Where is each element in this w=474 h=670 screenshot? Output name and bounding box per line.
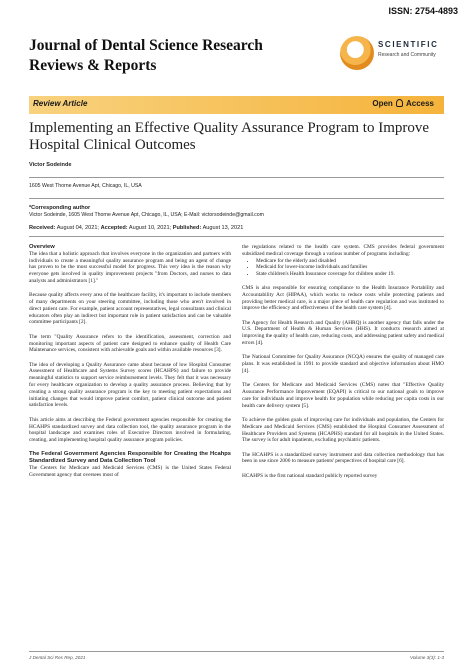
corresponding-author-heading: *Corresponding author (29, 205, 91, 211)
paragraph: the regulations related to the health care system. CMS provides federal government subsidized medical coverage through a various number of programs including: (242, 244, 444, 257)
author-affiliation: 1605 West Thorne Avenue Apt, Chicago, IL, USA (29, 183, 142, 189)
article-dates (29, 225, 243, 231)
paragraph: HCAHPS is the first national standard publicly reported survey (242, 472, 378, 479)
journal-title (29, 36, 329, 76)
paragraph: The HCAHPS is a standardized survey instrument and data collection methodology that has been in use since 2006 to measure patients' perspectives of hospital care [6]. (242, 451, 444, 465)
divider (29, 177, 444, 178)
publisher-logo (340, 36, 460, 76)
left-column (29, 244, 231, 486)
footer-divider (29, 651, 444, 652)
overview-heading: Overview (29, 244, 55, 250)
accepted-label: Accepted: (100, 225, 128, 231)
open-access-badge (372, 99, 434, 108)
article-title: Implementing an Effective Quality Assurance Program to Improve Hospital Clinical Outcomes (29, 120, 430, 153)
publisher-tagline: Research and Community (378, 52, 436, 58)
list-item: • State children's Health Insurance coverage for children under 19. (256, 271, 444, 278)
divider (29, 236, 444, 237)
published-label: Published: (172, 225, 202, 231)
paragraph: CMS is also responsible for ensuring compliance to the Health Insurance Portability and Accountability Act (HIPAA), which works to reduce costs while protecting patients and providing better medical care, is a major piece of health care regulation and was instituted to improve the efficiency and effectiveness of the health care system [4]. (242, 284, 444, 312)
open-lock-icon (396, 99, 403, 107)
footer-volume: Volume 3(3): 1-3 (409, 655, 444, 660)
open-access-left: Open (372, 99, 393, 108)
paragraph: The idea that a holistic approach that involves everyone in the organization and partners with individuals to create a meaningful quality assurance program and being an agent of change has proven to be the most successful model for progress. This very idea is the reason why everyone gets involved in quality improvement projects "from Doctors, and nurses to data analysts and administrators [1]." (29, 250, 231, 284)
issn: ISSN: 2754-4893 (388, 6, 458, 16)
list-item: • Medicaid for lower-income individuals and families (256, 264, 444, 271)
paragraph: The idea of developing a Quality Assurance came about because of low Hospital Consumer Assessment of Healthcare and Systems Survey scores (HCAHPS) and failure to provide meaningful statistics to support service reimbursement levels. They felt that it was necessary for every healthcare organization to develop a quality assurance process. Believing that by creating a strong quality assurance program is the key to meeting patient expectations and initiating changes that would improve patient comfort, patient clinical outcome and patient satisfaction levels. (29, 361, 231, 409)
author-name: Victor Sodeinde (29, 162, 72, 168)
paragraph: The Centers for Medicare and Medicaid Services (CMS) is the United States Federal Government agency that oversees most of (29, 465, 231, 478)
program-list (242, 258, 444, 278)
sun-logo-icon (340, 36, 374, 70)
paragraph: The Centers for Medicare and Medicaid Services (CMS) notes that "Effective Quality Assurance Performance Improvement (EQAPI) is critical to our national goals to improve care for individuals and improve health for population while reducing per capita costs in our health care delivery system [5]. (242, 382, 444, 409)
journal-title-line2: Reviews & Reports (29, 57, 157, 74)
received-date: August 04, 2021; (56, 225, 99, 231)
received-label: Received: (29, 225, 56, 231)
publisher-brand: SCIENTIFIC (378, 40, 439, 49)
paragraph: The term "Quality Assurance refers to the identification, assessment, correction and monitoring important aspects of patient care designed to enhance quality of Health Care Maintenance services, consistent with achievable goals and within available resources [3]. (29, 333, 231, 354)
paragraph: The Agency for Health Research and Quality (AHRQ) is another agency that falls under the U.S. Department of Health & Human Services (HHS). It conducts research aimed at improving the quality of health care, reducing costs, and addressing patient safety and medical errors [4]. (242, 319, 444, 347)
journal-title-line1: Journal of Dental Science Research (29, 37, 263, 54)
right-column (242, 244, 444, 487)
corresponding-author-text: Victor Sodeinde, 1605 West Thorne Avenue Apt, Chicago, IL, USA; E-Mail: victorsodeinde@gmail.com (29, 212, 264, 218)
paragraph: This article aims at describing the Federal government agencies responsible for creating the HCAHPS standardized survey and data collection tool, the quality assurance program in the hospital landscape and examines roles of Executive Directors involved in formulating, creating, and implementing hospital quality assurance program policies. (29, 416, 231, 444)
paragraph: To achieve the golden goals of improving care for individuals and population, the Centers for Medicare and Medicaid Services (CMS) established the Hospital Consumer Assessment of Healthcare Providers and Systems (HCAPHS) standard for all hospitals in the United States. The survey is for adult inpatients, excluding psychiatric patients. (242, 416, 444, 444)
paragraph: The National Committee for Quality Assurance (NCQA) ensures the quality of managed care plans. It was established in 1991 to provide standard and objective information about HMO [4]. (242, 354, 444, 374)
article-type-band (29, 96, 444, 114)
footer-citation: J Dental Sci Res Rep, 2021 (29, 655, 86, 660)
published-date: August 13, 2021 (202, 225, 244, 231)
list-item: • Medicare for the elderly and disabled (256, 258, 444, 265)
section-heading: The Federal Government Agencies Responsible for Creating the Hcahps Standardized Survey and Data Collection Tool (29, 451, 231, 465)
open-access-right: Access (405, 99, 434, 108)
paragraph: Because quality affects every area of the healthcare facility, it's important to include members of many departments on your steering committee, including those who aren't involved in direct patient care. For example, patient account representatives, legal consultants and clinical educators often play an indirect but important role in patient satisfaction and can be valuable committee participants [2]. (29, 292, 231, 326)
accepted-date: August 10, 2021; (128, 225, 172, 231)
divider (29, 198, 444, 199)
article-type: Review Article (33, 99, 88, 108)
